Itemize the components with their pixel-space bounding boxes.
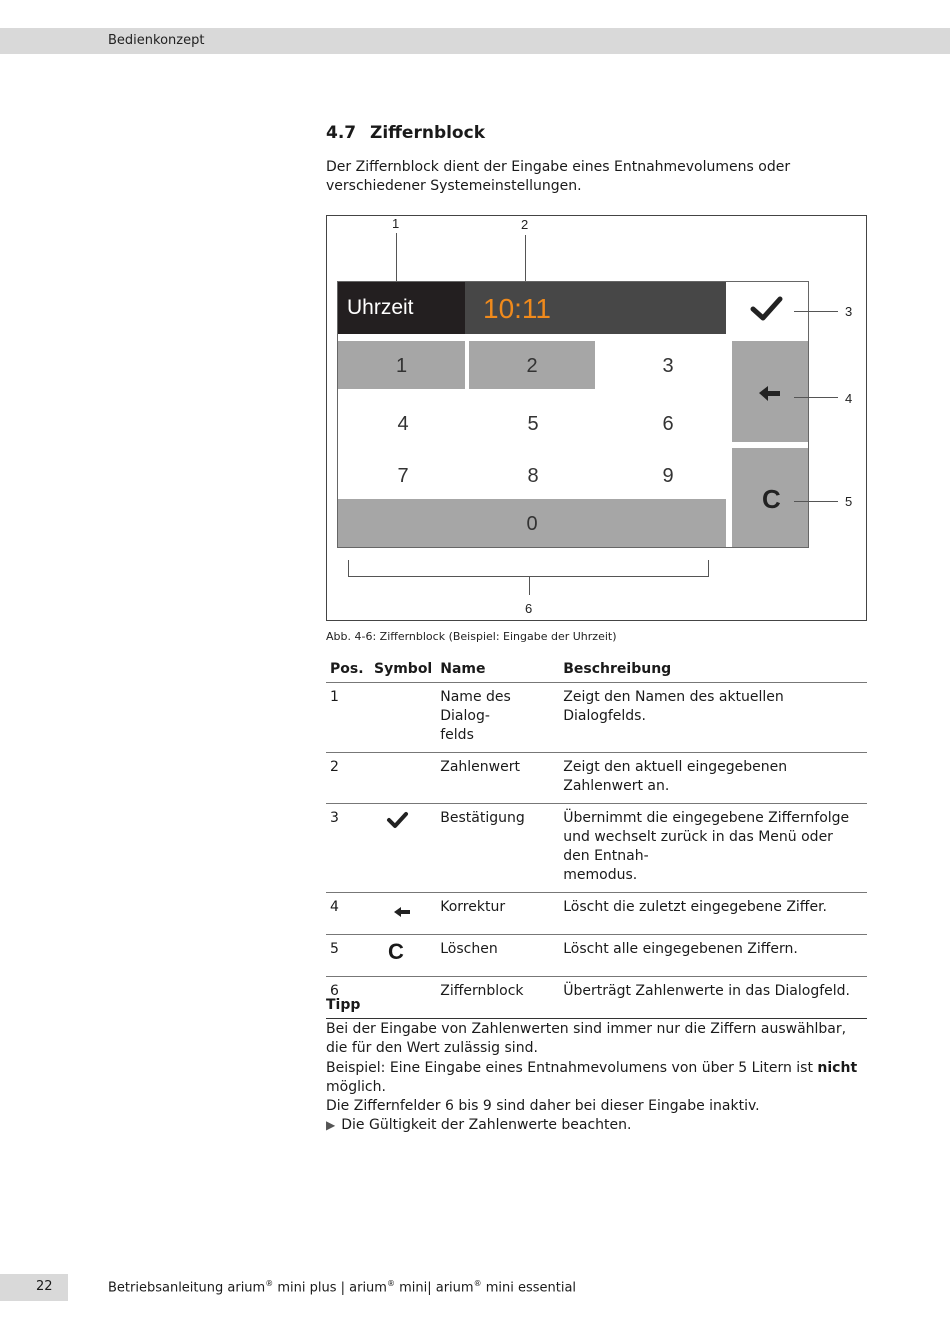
col-header-name: Name: [436, 659, 559, 683]
clear-symbol: C: [388, 939, 404, 964]
tipp-emphasis: nicht: [817, 1059, 858, 1076]
col-header-pos: Pos.: [326, 659, 370, 683]
figure-caption: Abb. 4-6: Ziffernblock (Beispiel: Eingabe der Uhrzeit): [326, 630, 617, 643]
footer-reg-mark: ®: [386, 1279, 395, 1288]
cell-pos: 6: [326, 977, 370, 1019]
callout-5: 5: [845, 494, 853, 509]
cell-symbol: [370, 893, 436, 935]
tipp-text: Beispiel: Eine Eingabe eines Entnahmevolumens von über 5 Litern ist: [326, 1059, 818, 1076]
clear-key-label: C: [762, 484, 781, 514]
table-row: [326, 804, 867, 893]
footer-text: mini| arium: [394, 1280, 474, 1296]
table-row: [326, 753, 867, 804]
footer-text: mini plus | arium: [273, 1280, 387, 1296]
table-row: [326, 893, 867, 935]
cell-desc: Löscht alle eingegebenen Ziffern.: [559, 935, 867, 977]
intro-paragraph: Der Ziffernblock dient der Eingabe eines Entnahmevolumens oder verschiedener Systemeinstellungen.: [326, 159, 791, 194]
back-arrow-icon: [732, 341, 808, 442]
tipp-action-text: Die Gültigkeit der Zahlenwerte beachten.: [341, 1117, 632, 1134]
page-number: 22: [36, 1279, 53, 1294]
tipp-title: Tipp: [326, 997, 361, 1013]
callout-line-5: [794, 501, 838, 502]
cell-name: Ziffernblock: [436, 977, 559, 1019]
backspace-button[interactable]: [732, 341, 808, 442]
running-header: Bedienkonzept: [108, 33, 205, 48]
bracket-left: [348, 560, 349, 577]
cell-pos: 5: [326, 935, 370, 977]
cell-symbol: [370, 753, 436, 804]
cell-desc: Löscht die zuletzt eingegebene Ziffer.: [559, 893, 867, 935]
col-header-symbol: Symbol: [370, 659, 436, 683]
tipp-line: [326, 1059, 871, 1098]
bracket-right: [708, 560, 709, 577]
footer-text: mini essential: [481, 1280, 577, 1296]
callout-line-3: [794, 311, 838, 312]
footer-reg-mark: ®: [473, 1279, 482, 1288]
footer-text: Betriebsanleitung arium: [108, 1280, 266, 1296]
cell-desc: Zeigt den Namen des aktuellen Dialogfelds.: [559, 683, 867, 753]
key-1[interactable]: 1: [338, 341, 465, 389]
cell-pos: 1: [326, 683, 370, 753]
tipp-line: Die Ziffernfelder 6 bis 9 sind daher bei dieser Eingabe inaktiv.: [326, 1098, 760, 1115]
cell-name: Bestätigung: [436, 804, 559, 893]
position-table: [326, 659, 867, 1019]
callout-2: 2: [521, 217, 529, 232]
callout-1: 1: [392, 216, 400, 231]
back-arrow-icon: [384, 900, 414, 920]
section-title: Ziffernblock: [370, 123, 485, 143]
tipp-text: möglich.: [326, 1078, 386, 1095]
key-4[interactable]: 4: [397, 413, 409, 435]
cell-desc: Überträgt Zahlenwerte in das Dialogfeld.: [559, 977, 867, 1019]
cell-name: Zahlenwert: [436, 753, 559, 804]
table-header-row: [326, 659, 867, 683]
cell-pos: 4: [326, 893, 370, 935]
check-icon: [384, 809, 414, 831]
key-9[interactable]: 9: [662, 465, 674, 487]
key-2[interactable]: 2: [469, 341, 595, 389]
table-row: [326, 683, 867, 753]
section-number: 4.7: [326, 123, 357, 143]
key-8[interactable]: 8: [527, 465, 539, 487]
cell-name: Korrektur: [436, 893, 559, 935]
key-3[interactable]: 3: [662, 355, 674, 377]
dialog-name-field: Uhrzeit: [337, 281, 465, 334]
cell-name: Löschen: [436, 935, 559, 977]
tipp-line: Bei der Eingabe von Zahlenwerten sind immer nur die Ziffern auswählbar, die für den Wert zulässig sind.: [326, 1021, 847, 1057]
value-display: 10:11: [465, 281, 726, 334]
tipp-body: [326, 1020, 871, 1136]
footer-page-box: [0, 1274, 68, 1301]
callout-line-4: [794, 397, 838, 398]
cell-desc: Übernimmt die eingegebene Ziffernfolge und wechselt zurück in das Menü oder den Entnah- memodus.: [559, 804, 867, 893]
cell-name: Name des Dialog- felds: [436, 683, 559, 753]
callout-line-6: [529, 576, 530, 595]
table-row: [326, 935, 867, 977]
key-7[interactable]: 7: [397, 465, 409, 487]
key-0[interactable]: 0: [338, 499, 726, 547]
key-5[interactable]: 5: [527, 413, 539, 435]
triangle-bullet-icon: ▶: [326, 1118, 336, 1133]
callout-6: 6: [525, 601, 533, 616]
clear-button[interactable]: [732, 448, 808, 547]
table-row: [326, 977, 867, 1019]
callout-3: 3: [845, 304, 853, 319]
cell-symbol: [370, 683, 436, 753]
footer-document-title: [108, 1279, 576, 1295]
col-header-desc: Beschreibung: [559, 659, 867, 683]
footer-reg-mark: ®: [265, 1279, 274, 1288]
cell-symbol: [370, 804, 436, 893]
cell-symbol: [370, 935, 436, 977]
callout-4: 4: [845, 391, 853, 406]
cell-desc: Zeigt den aktuell eingegebenen Zahlenwert an.: [559, 753, 867, 804]
section-heading: [326, 123, 485, 143]
tipp-action: [326, 1116, 871, 1135]
key-6[interactable]: 6: [662, 413, 674, 435]
cell-pos: 3: [326, 804, 370, 893]
cell-symbol: [370, 977, 436, 1019]
cell-pos: 2: [326, 753, 370, 804]
